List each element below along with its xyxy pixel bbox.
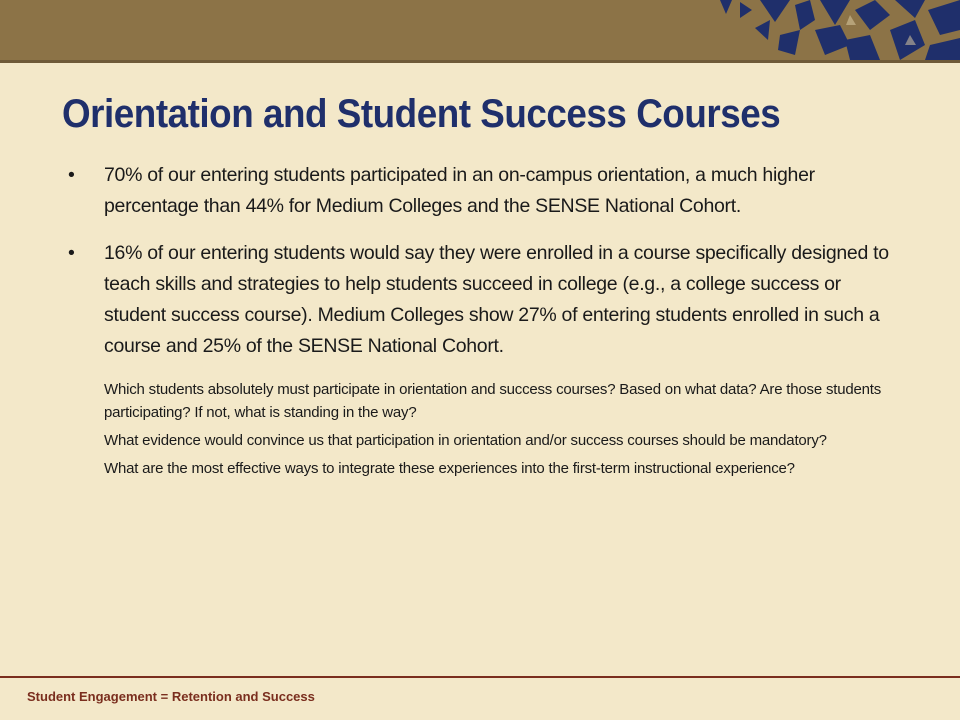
header-band	[0, 0, 960, 63]
bullet-marker: •	[68, 164, 75, 186]
bullet-text: 16% of our entering students would say they were enrolled in a course specifically designed to teach skills and strategies to help students succeed in college (e.g., a college success or student success course). Medium Colleges show 27% of entering students enrolled in such a course and 25% of the SENSE National Cohort.	[104, 242, 889, 357]
bullet-text: 70% of our entering students participated in an on-campus orientation, a much higher percentage than 44% for Medium Colleges and the SENSE National Cohort.	[104, 164, 815, 217]
bullet-list	[66, 160, 896, 362]
question-list	[104, 378, 896, 480]
bullet-item-orientation	[66, 160, 896, 222]
bullet-item-success-course	[66, 238, 896, 362]
slide-title: Orientation and Student Success Courses	[62, 92, 781, 136]
footer-text: Student Engagement = Retention and Success	[27, 689, 315, 704]
slide-content	[66, 160, 896, 485]
question-item: What evidence would convince us that participation in orientation and/or success courses should be mandatory?	[104, 432, 827, 449]
stars-decoration-icon	[700, 0, 960, 60]
question-item: Which students absolutely must participate in orientation and success courses? Based on what data? Are those students participating? If not, what is standing in the way?	[104, 381, 882, 421]
bullet-marker: •	[68, 242, 75, 264]
question-item: What are the most effective ways to integrate these experiences into the first-term instructional experience?	[104, 460, 795, 477]
footer-divider	[0, 676, 960, 678]
